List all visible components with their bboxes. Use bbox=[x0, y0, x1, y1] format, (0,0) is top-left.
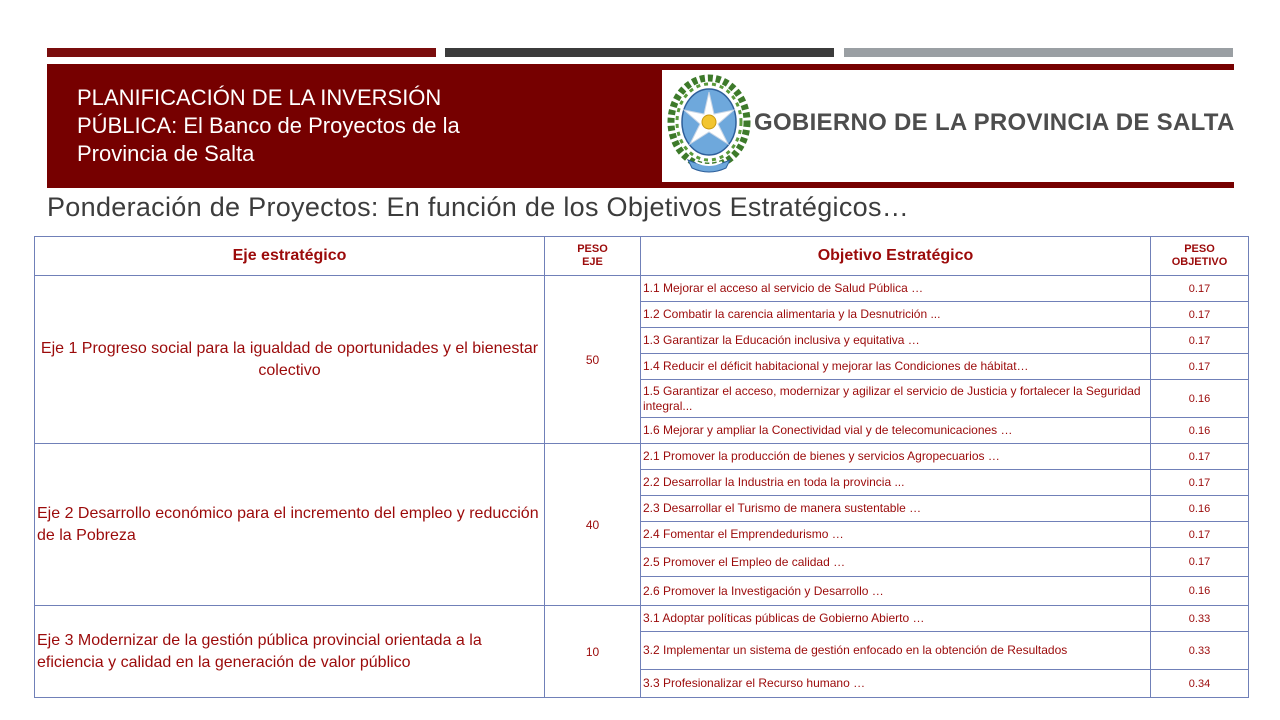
column-header-objective-weight-line-1: PESO bbox=[1184, 243, 1215, 255]
objective-1-4-weight: 0.17 bbox=[1151, 354, 1249, 380]
objective-3-3: 3.3 Profesionalizar el Recurso humano … bbox=[641, 670, 1151, 698]
government-logo bbox=[662, 70, 1234, 182]
objective-2-3-weight: 0.16 bbox=[1151, 496, 1249, 522]
objective-2-4: 2.4 Fomentar el Emprendedurismo … bbox=[641, 522, 1151, 548]
accent-bar-red bbox=[47, 48, 436, 57]
accent-bar-dark bbox=[445, 48, 834, 57]
objective-1-2-weight: 0.17 bbox=[1151, 302, 1249, 328]
objective-1-4: 1.4 Reducir el déficit habitacional y mejorar las Condiciones de hábitat… bbox=[641, 354, 1151, 380]
column-header-objective-weight bbox=[1151, 237, 1249, 276]
objective-1-6: 1.6 Mejorar y ampliar la Conectividad vial y de telecomunicaciones … bbox=[641, 418, 1151, 444]
axis-1-name: Eje 1 Progreso social para la igualdad de oportunidades y el bienestar colectivo bbox=[35, 276, 545, 444]
objective-1-3: 1.3 Garantizar la Educación inclusiva y equitativa … bbox=[641, 328, 1151, 354]
slide-title-line-3: Provincia de Salta bbox=[77, 141, 255, 166]
objective-3-1: 3.1 Adoptar políticas públicas de Gobierno Abierto … bbox=[641, 606, 1151, 632]
objective-2-1-weight: 0.17 bbox=[1151, 444, 1249, 470]
objective-2-5-weight: 0.17 bbox=[1151, 548, 1249, 577]
table-header-row bbox=[35, 237, 1249, 276]
column-header-axis: Eje estratégico bbox=[35, 237, 545, 276]
accent-bar-gray bbox=[844, 48, 1233, 57]
table-row bbox=[35, 606, 1249, 632]
weighting-table bbox=[34, 236, 1249, 698]
objective-1-5-weight: 0.16 bbox=[1151, 380, 1249, 418]
government-name: GOBIERNO DE LA PROVINCIA DE SALTA bbox=[754, 109, 1235, 136]
objective-3-2: 3.2 Implementar un sistema de gestión enfocado en la obtención de Resultados bbox=[641, 632, 1151, 670]
axis-3-weight: 10 bbox=[545, 606, 641, 698]
column-header-axis-weight-line-1: PESO bbox=[577, 243, 608, 255]
objective-2-3: 2.3 Desarrollar el Turismo de manera sustentable … bbox=[641, 496, 1151, 522]
objective-1-3-weight: 0.17 bbox=[1151, 328, 1249, 354]
axis-2-weight: 40 bbox=[545, 444, 641, 606]
objective-1-5: 1.5 Garantizar el acceso, modernizar y agilizar el servicio de Justicia y fortalecer la Seguridad integral... bbox=[641, 380, 1151, 418]
column-header-objective: Objetivo Estratégico bbox=[641, 237, 1151, 276]
column-header-axis-weight-line-2: EJE bbox=[582, 256, 603, 268]
table-row bbox=[35, 276, 1249, 302]
salta-coat-of-arms-icon bbox=[666, 74, 752, 178]
axis-1-weight: 50 bbox=[545, 276, 641, 444]
objective-1-1: 1.1 Mejorar el acceso al servicio de Salud Pública … bbox=[641, 276, 1151, 302]
objective-1-2: 1.2 Combatir la carencia alimentaria y la Desnutrición ... bbox=[641, 302, 1151, 328]
objective-1-6-weight: 0.16 bbox=[1151, 418, 1249, 444]
slide-title-line-2: PÚBLICA: El Banco de Proyectos de la bbox=[77, 113, 460, 138]
objective-3-3-weight: 0.34 bbox=[1151, 670, 1249, 698]
objective-2-5: 2.5 Promover el Empleo de calidad … bbox=[641, 548, 1151, 577]
axis-2-name: Eje 2 Desarrollo económico para el incremento del empleo y reducción de la Pobreza bbox=[35, 444, 545, 606]
axis-3-name: Eje 3 Modernizar de la gestión pública provincial orientada a la eficiencia y calidad en la generación de valor público bbox=[35, 606, 545, 698]
objective-2-4-weight: 0.17 bbox=[1151, 522, 1249, 548]
title-banner bbox=[47, 64, 1234, 188]
slide-title bbox=[77, 84, 597, 168]
slide-title-line-1: PLANIFICACIÓN DE LA INVERSIÓN bbox=[77, 85, 442, 110]
column-header-objective-weight-line-2: OBJETIVO bbox=[1171, 256, 1228, 268]
objective-2-2-weight: 0.17 bbox=[1151, 470, 1249, 496]
column-header-axis-weight bbox=[545, 237, 641, 276]
objective-3-2-weight: 0.33 bbox=[1151, 632, 1249, 670]
objective-3-1-weight: 0.33 bbox=[1151, 606, 1249, 632]
slide-subtitle: Ponderación de Proyectos: En función de los Objetivos Estratégicos… bbox=[47, 192, 910, 222]
objective-2-2: 2.2 Desarrollar la Industria en toda la provincia ... bbox=[641, 470, 1151, 496]
objective-2-6-weight: 0.16 bbox=[1151, 577, 1249, 606]
table-row bbox=[35, 444, 1249, 470]
objective-2-6: 2.6 Promover la Investigación y Desarrollo … bbox=[641, 577, 1151, 606]
objective-1-1-weight: 0.17 bbox=[1151, 276, 1249, 302]
objective-2-1: 2.1 Promover la producción de bienes y servicios Agropecuarios … bbox=[641, 444, 1151, 470]
